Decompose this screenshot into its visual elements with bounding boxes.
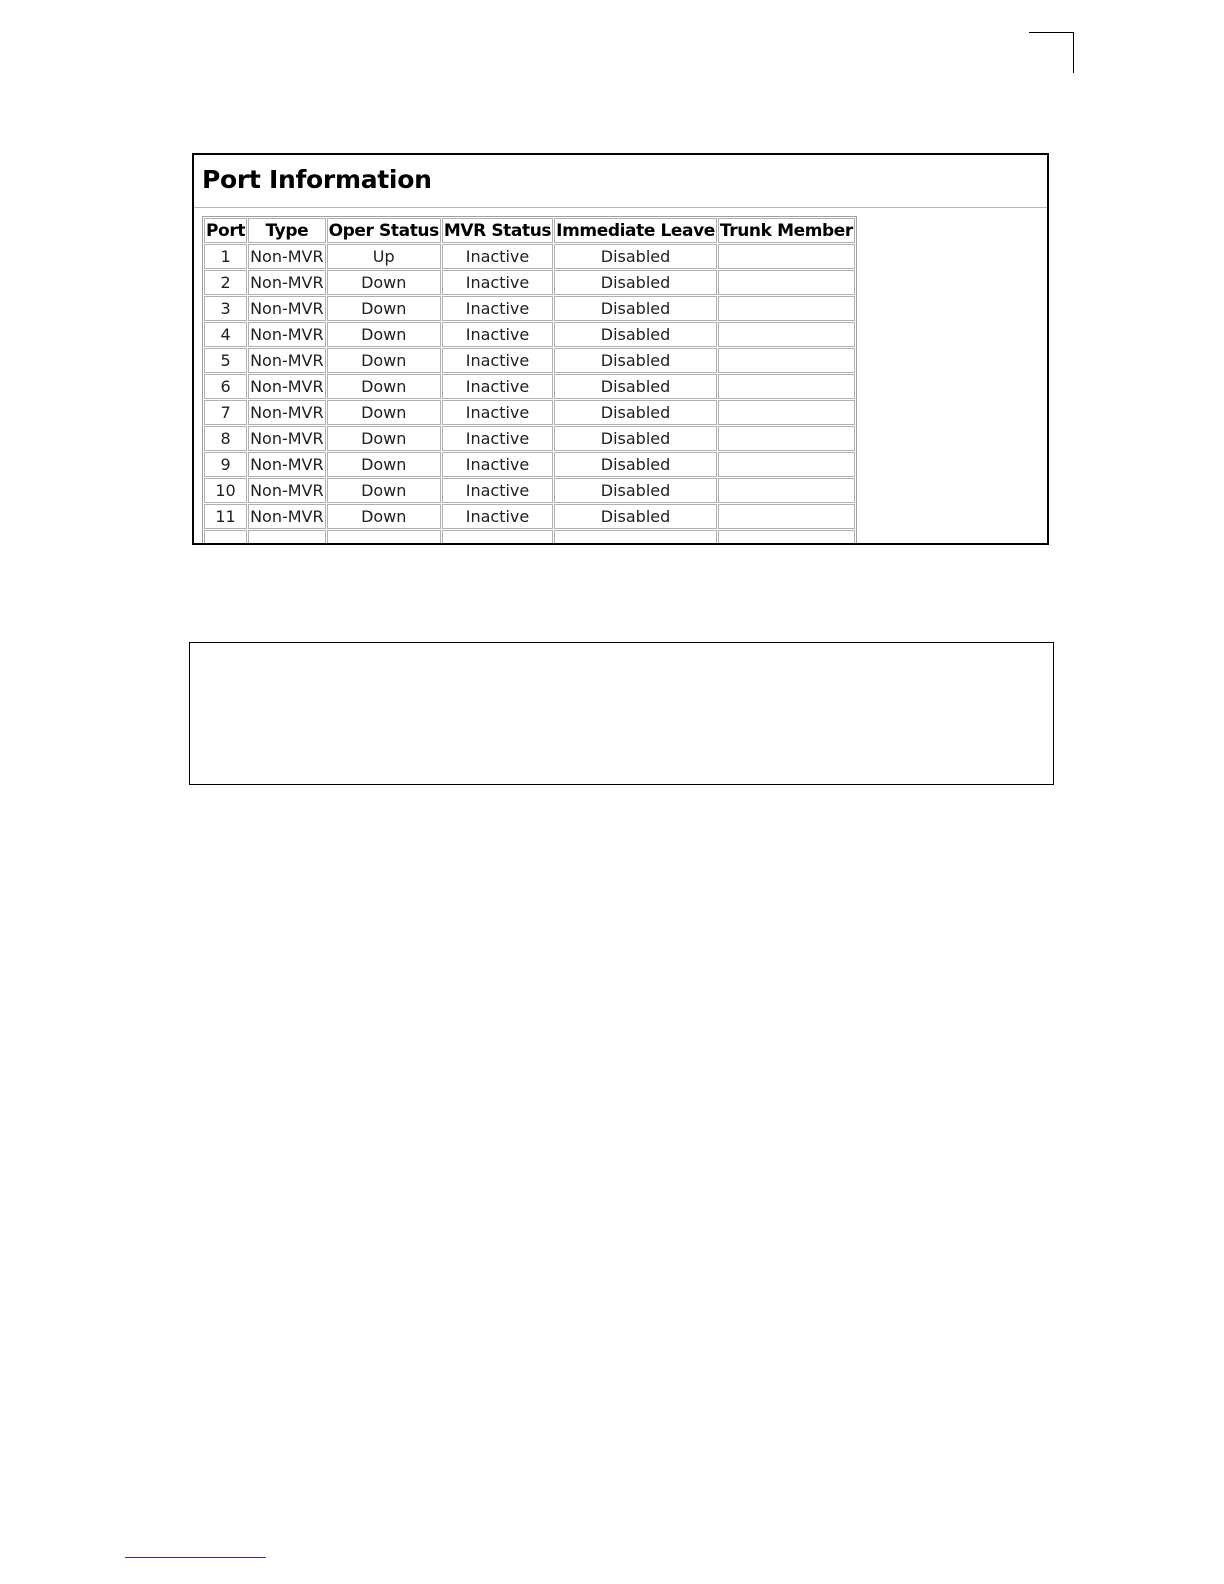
cell-port: 10 — [204, 478, 247, 503]
cell-oper-status: Down — [327, 322, 441, 347]
footer-link-underline — [125, 1557, 266, 1558]
cell-immediate-leave: Disabled — [554, 296, 717, 321]
crop-mark-vertical — [1073, 32, 1074, 73]
cell-port: 4 — [204, 322, 247, 347]
cell-trunk-member — [718, 322, 855, 347]
cell-trunk-member — [718, 244, 855, 269]
cell-oper-status: Down — [327, 400, 441, 425]
cell-type: Non-MVR — [248, 452, 326, 477]
cell-port: 5 — [204, 348, 247, 373]
cell-port — [204, 530, 247, 545]
title-divider — [194, 207, 1047, 208]
cell-immediate-leave: Disabled — [554, 478, 717, 503]
table-row — [204, 296, 855, 321]
cell-immediate-leave: Disabled — [554, 426, 717, 451]
cell-port: 7 — [204, 400, 247, 425]
table-row — [204, 270, 855, 295]
table-row — [204, 452, 855, 477]
cell-type: Non-MVR — [248, 426, 326, 451]
cell-trunk-member — [718, 296, 855, 321]
cell-trunk-member — [718, 504, 855, 529]
cell-oper-status: Down — [327, 374, 441, 399]
cell-type: Non-MVR — [248, 296, 326, 321]
column-header-immediate-leave: Immediate Leave — [554, 218, 717, 243]
cell-trunk-member — [718, 270, 855, 295]
cell-port: 6 — [204, 374, 247, 399]
cell-immediate-leave: Disabled — [554, 452, 717, 477]
cell-trunk-member — [718, 348, 855, 373]
cell-mvr-status: Inactive — [442, 478, 553, 503]
table-row — [204, 426, 855, 451]
cell-type: Non-MVR — [248, 504, 326, 529]
cell-port: 3 — [204, 296, 247, 321]
cell-trunk-member — [718, 426, 855, 451]
cell-port: 8 — [204, 426, 247, 451]
cell-mvr-status: Inactive — [442, 348, 553, 373]
cell-type: Non-MVR — [248, 322, 326, 347]
cell-mvr-status: Inactive — [442, 296, 553, 321]
cell-port: 9 — [204, 452, 247, 477]
cell-type — [248, 530, 326, 545]
cell-mvr-status: Inactive — [442, 374, 553, 399]
cell-mvr-status: Inactive — [442, 426, 553, 451]
table-row — [204, 400, 855, 425]
page-title: Port Information — [202, 165, 432, 194]
cell-mvr-status: Inactive — [442, 504, 553, 529]
cell-port: 2 — [204, 270, 247, 295]
table-body — [204, 244, 855, 545]
note-box — [189, 642, 1054, 785]
cell-immediate-leave: Disabled — [554, 348, 717, 373]
cell-mvr-status: Inactive — [442, 322, 553, 347]
cell-trunk-member — [718, 530, 855, 545]
cell-immediate-leave: Disabled — [554, 374, 717, 399]
cell-port: 1 — [204, 244, 247, 269]
cell-type: Non-MVR — [248, 244, 326, 269]
cell-trunk-member — [718, 478, 855, 503]
cell-oper-status: Down — [327, 478, 441, 503]
column-header-mvr-status: MVR Status — [442, 218, 553, 243]
column-header-trunk-member: Trunk Member — [718, 218, 855, 243]
port-information-table — [202, 216, 857, 545]
cell-mvr-status: Inactive — [442, 244, 553, 269]
crop-mark-horizontal — [1029, 32, 1074, 33]
cell-type: Non-MVR — [248, 270, 326, 295]
cell-immediate-leave: Disabled — [554, 270, 717, 295]
cell-oper-status — [327, 530, 441, 545]
cell-trunk-member — [718, 374, 855, 399]
port-information-panel — [192, 153, 1049, 545]
cell-type: Non-MVR — [248, 478, 326, 503]
cell-port: 11 — [204, 504, 247, 529]
table-header-row — [204, 218, 855, 243]
cell-oper-status: Down — [327, 504, 441, 529]
table-row — [204, 478, 855, 503]
cell-oper-status: Down — [327, 452, 441, 477]
table-row — [204, 504, 855, 529]
cell-mvr-status: Inactive — [442, 270, 553, 295]
column-header-type: Type — [248, 218, 326, 243]
cell-oper-status: Down — [327, 270, 441, 295]
cell-type: Non-MVR — [248, 374, 326, 399]
cell-oper-status: Down — [327, 348, 441, 373]
cell-trunk-member — [718, 400, 855, 425]
table-row — [204, 374, 855, 399]
cell-immediate-leave — [554, 530, 717, 545]
cell-type: Non-MVR — [248, 348, 326, 373]
cell-oper-status: Up — [327, 244, 441, 269]
cell-immediate-leave: Disabled — [554, 504, 717, 529]
cell-mvr-status — [442, 530, 553, 545]
table-row — [204, 530, 855, 545]
column-header-port: Port — [204, 218, 247, 243]
cell-immediate-leave: Disabled — [554, 400, 717, 425]
cell-immediate-leave: Disabled — [554, 244, 717, 269]
table-row — [204, 348, 855, 373]
table-row — [204, 244, 855, 269]
cell-oper-status: Down — [327, 426, 441, 451]
cell-type: Non-MVR — [248, 400, 326, 425]
column-header-oper-status: Oper Status — [327, 218, 441, 243]
cell-trunk-member — [718, 452, 855, 477]
cell-oper-status: Down — [327, 296, 441, 321]
cell-mvr-status: Inactive — [442, 400, 553, 425]
cell-immediate-leave: Disabled — [554, 322, 717, 347]
table-row — [204, 322, 855, 347]
cell-mvr-status: Inactive — [442, 452, 553, 477]
